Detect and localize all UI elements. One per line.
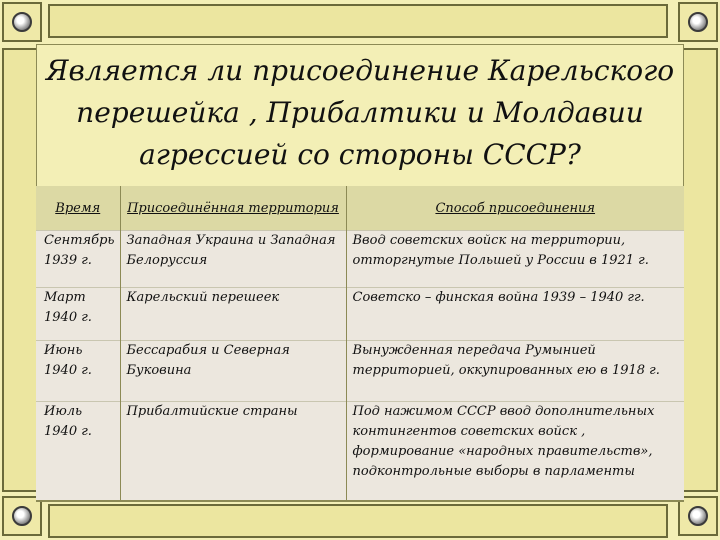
frame-bottom-bar: [48, 504, 668, 538]
table-row: [36, 402, 684, 503]
frame-corner-top-right: [678, 2, 718, 42]
table-header-row: [36, 186, 684, 231]
cell-method: Под нажимом СССР ввод дополнительных контингентов советских войск , формирование «народных правительств», подконтрольные выборы в парламенты: [346, 402, 684, 503]
cell-method: Советско – финская война 1939 – 1940 гг.: [346, 288, 684, 341]
cell-date: Июнь 1940 г.: [36, 341, 120, 402]
cell-date: Март 1940 г.: [36, 288, 120, 341]
table-row: [36, 231, 684, 288]
slide-title: [36, 50, 684, 176]
corner-knob-icon: [12, 506, 32, 526]
header-territory: Присоединённая территория: [120, 186, 346, 231]
cell-territory: Прибалтийские страны: [120, 402, 346, 503]
table-bottom-border: [36, 500, 684, 502]
table-row: [36, 341, 684, 402]
table-row: [36, 288, 684, 341]
frame-corner-top-left: [2, 2, 42, 42]
title-line-3: агрессией со стороны СССР?: [139, 138, 581, 171]
cell-territory: Карельский перешеек: [120, 288, 346, 341]
cell-date: Июль 1940 г.: [36, 402, 120, 503]
corner-knob-icon: [688, 506, 708, 526]
frame-corner-bottom-left: [2, 496, 42, 536]
cell-method: Вынужденная передача Румынией территорией, оккупированных ею в 1918 г.: [346, 341, 684, 402]
frame-right-bar: [680, 48, 718, 492]
cell-territory: Бессарабия и Северная Буковина: [120, 341, 346, 402]
annexation-table: [36, 186, 684, 502]
frame-corner-bottom-right: [678, 496, 718, 536]
corner-knob-icon: [12, 12, 32, 32]
cell-method: Ввод советских войск на территории, отторгнутые Польшей у России в 1921 г.: [346, 231, 684, 288]
corner-knob-icon: [688, 12, 708, 32]
header-time: Время: [36, 186, 120, 231]
header-method: Способ присоединения: [346, 186, 684, 231]
frame-top-bar: [48, 4, 668, 38]
cell-date: Сентябрь 1939 г.: [36, 231, 120, 288]
cell-territory: Западная Украина и Западная Белоруссия: [120, 231, 346, 288]
title-line-2: перешейка , Прибалтики и Молдавии: [76, 96, 644, 129]
title-line-1: Является ли присоединение Карельского: [45, 54, 675, 87]
